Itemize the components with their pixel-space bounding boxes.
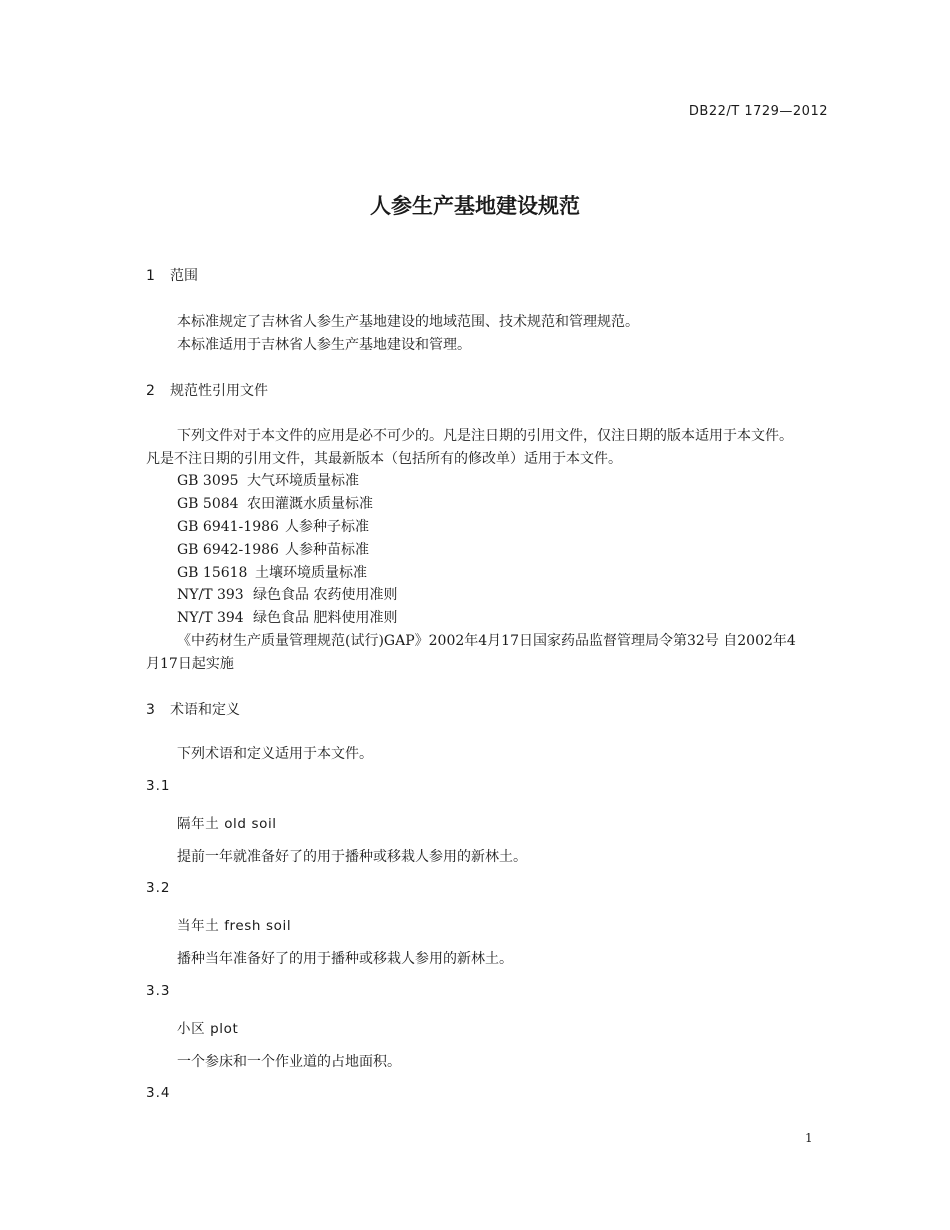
term-heading: 当年土 fresh soil bbox=[177, 918, 292, 934]
subsection-number: 3.3 bbox=[146, 983, 171, 999]
reference-item bbox=[177, 562, 367, 582]
paragraph: 本标准适用于吉林省人参生产基地建设和管理。 bbox=[177, 337, 471, 353]
paragraph: 月17日起实施 bbox=[146, 656, 234, 672]
term-definition: 一个参床和一个作业道的占地面积。 bbox=[177, 1054, 401, 1070]
section-title: 术语和定义 bbox=[170, 702, 240, 718]
page-title: 人参生产基地建设规范 bbox=[370, 194, 580, 218]
term-heading: 小区 plot bbox=[177, 1021, 239, 1037]
reference-item bbox=[177, 493, 373, 513]
reference-item bbox=[177, 584, 397, 604]
section-2-heading bbox=[146, 380, 268, 400]
reference-name: 人参种苗标准 bbox=[285, 542, 369, 558]
reference-code: GB 6941-1986 bbox=[177, 519, 279, 535]
reference-code: GB 15618 bbox=[177, 565, 248, 581]
term-definition: 提前一年就准备好了的用于播种或移栽人参用的新林土。 bbox=[177, 849, 527, 865]
reference-code: NY/T 393 bbox=[177, 587, 244, 603]
reference-item bbox=[177, 516, 369, 536]
reference-name: 绿色食品 肥料使用准则 bbox=[253, 610, 398, 626]
reference-code: GB 3095 bbox=[177, 473, 239, 489]
reference-name: 大气环境质量标准 bbox=[247, 473, 359, 489]
paragraph: 本标准规定了吉林省人参生产基地建设的地域范围、技术规范和管理规范。 bbox=[177, 314, 639, 330]
reference-name: 土壤环境质量标准 bbox=[255, 565, 367, 581]
reference-item bbox=[177, 539, 369, 559]
section-number: 1 bbox=[146, 268, 155, 284]
document-code: DB22/T 1729—2012 bbox=[688, 104, 828, 119]
reference-code: GB 5084 bbox=[177, 496, 239, 512]
term-definition: 播种当年准备好了的用于播种或移栽人参用的新林土。 bbox=[177, 951, 513, 967]
section-3-heading bbox=[146, 699, 240, 719]
section-title: 范围 bbox=[170, 268, 198, 284]
subsection-number: 3.4 bbox=[146, 1085, 171, 1101]
subsection-number: 3.1 bbox=[146, 778, 171, 794]
subsection-number: 3.2 bbox=[146, 880, 171, 896]
section-number: 2 bbox=[146, 383, 155, 399]
reference-name: 绿色食品 农药使用准则 bbox=[253, 587, 398, 603]
reference-item bbox=[177, 607, 397, 627]
section-1-heading bbox=[146, 265, 198, 285]
reference-item bbox=[177, 470, 359, 490]
paragraph: 下列文件对于本文件的应用是必不可少的。凡是注日期的引用文件，仅注日期的版本适用于本文件。 bbox=[177, 428, 793, 444]
reference-code: GB 6942-1986 bbox=[177, 542, 279, 558]
paragraph: 凡是不注日期的引用文件，其最新版本（包括所有的修改单）适用于本文件。 bbox=[146, 451, 622, 467]
reference-code: NY/T 394 bbox=[177, 610, 244, 626]
paragraph: 下列术语和定义适用于本文件。 bbox=[177, 746, 373, 762]
paragraph: 《中药材生产质量管理规范(试行)GAP》2002年4月17日国家药品监督管理局令第32号 自2002年4 bbox=[177, 633, 796, 649]
reference-name: 人参种子标准 bbox=[285, 519, 369, 535]
section-number: 3 bbox=[146, 702, 155, 718]
term-heading: 隔年土 old soil bbox=[177, 816, 277, 832]
page-number: 1 bbox=[805, 1131, 813, 1145]
reference-name: 农田灌溉水质量标准 bbox=[247, 496, 373, 512]
section-title: 规范性引用文件 bbox=[170, 383, 268, 399]
